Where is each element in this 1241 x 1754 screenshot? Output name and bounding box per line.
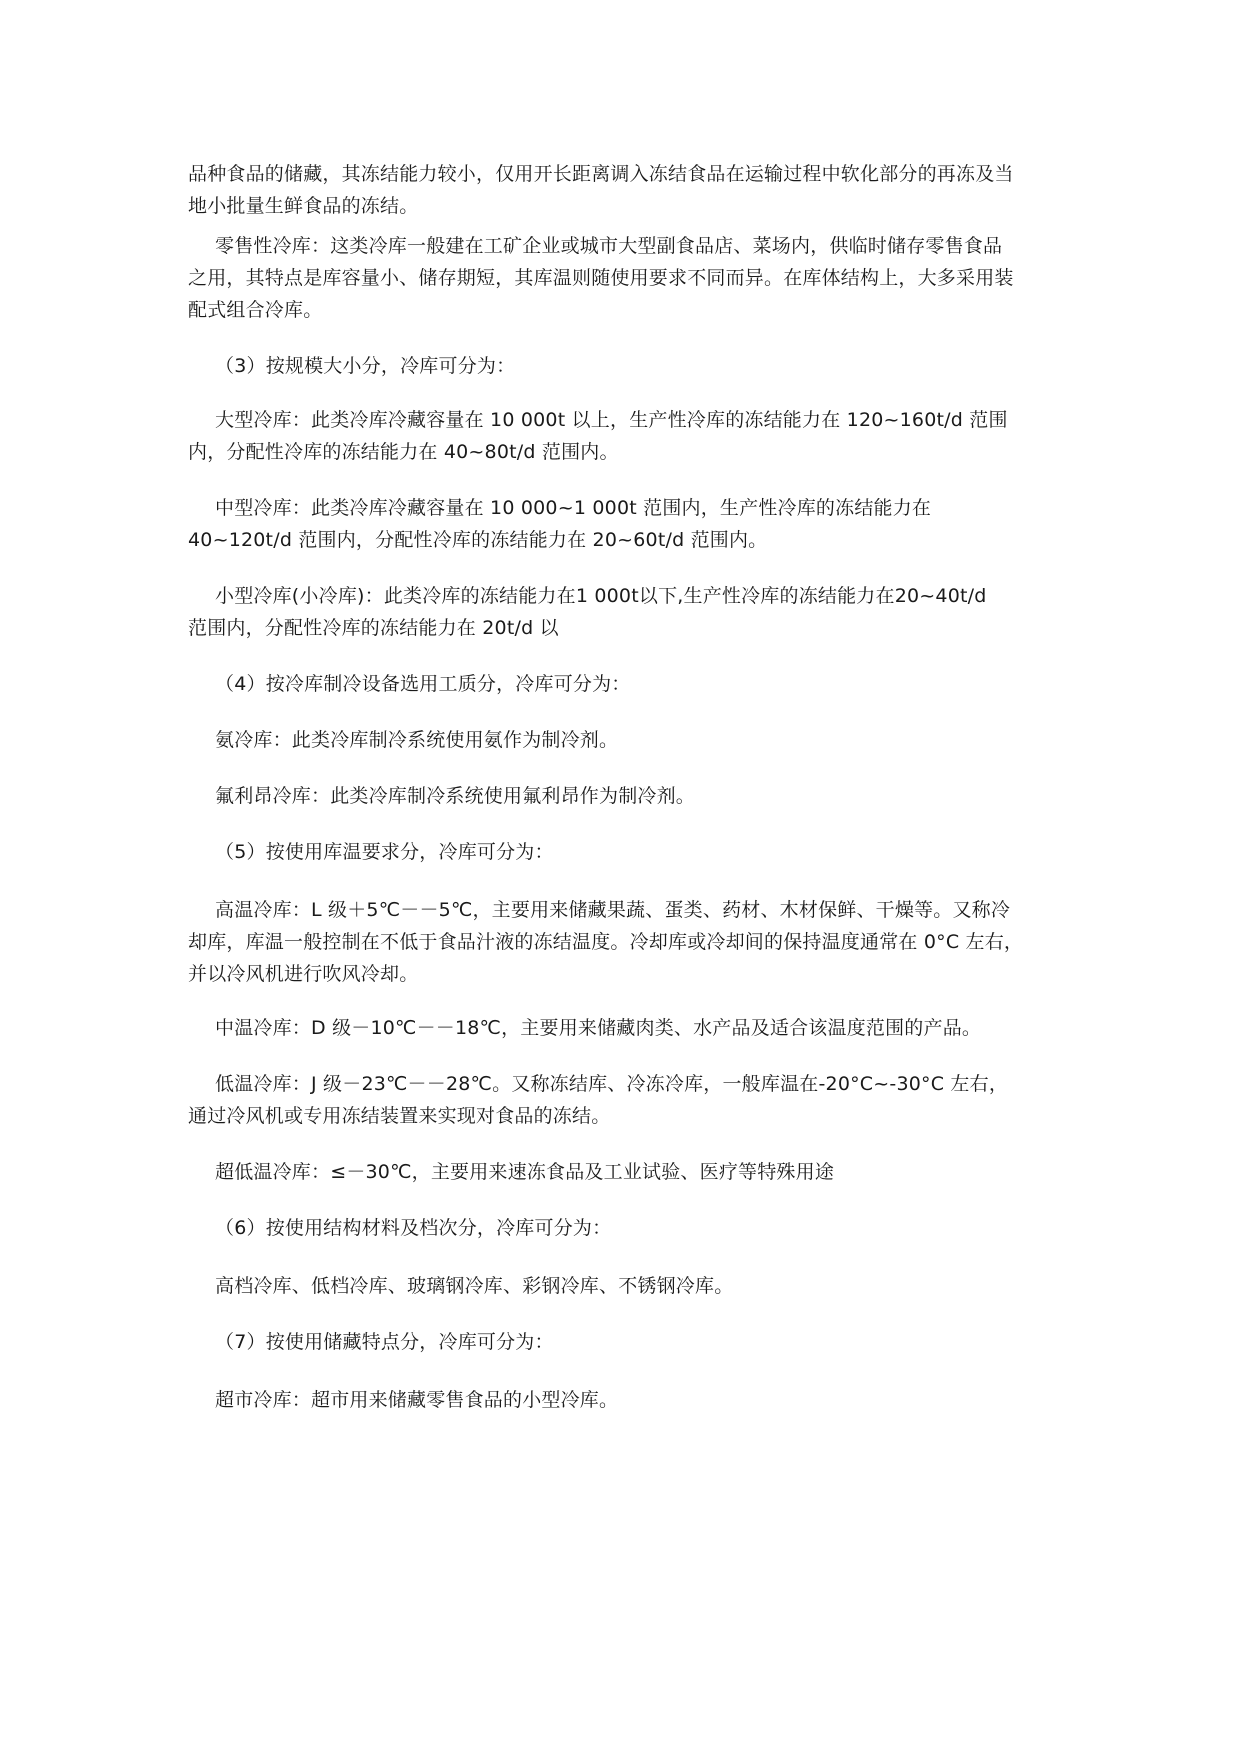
paragraph-medium-temp-cold-storage: [215, 1012, 1068, 1044]
text-line: 氨冷库：此类冷库制冷系统使用氨作为制冷剂。: [215, 729, 619, 751]
text-line: 大型冷库：此类冷库冷藏容量在 10 000t 以上，生产性冷库的冻结能力在 120~160t/d 范围: [215, 409, 1008, 431]
text-line: 并以冷风机进行吹风冷却。: [188, 963, 419, 985]
paragraph-heading-by-temperature: [215, 836, 1068, 868]
text-line: 零售性冷库：这类冷库一般建在工矿企业或城市大型副食品店、菜场内，供临时储存零售食品: [215, 235, 1003, 257]
text-line: 中型冷库：此类冷库冷藏容量在 10 000~1 000t 范围内，生产性冷库的冻结能力在: [215, 497, 932, 519]
text-line: （4）按冷库制冷设备选用工质分，冷库可分为：: [215, 673, 631, 695]
text-line: 却库，库温一般控制在不低于食品汁液的冻结温度。冷却库或冷却间的保持温度通常在 0°C 左右，: [188, 931, 1024, 953]
paragraph-material-types: [215, 1270, 1068, 1302]
text-line: （3）按规模大小分，冷库可分为：: [215, 355, 516, 377]
paragraph-freon-cold-storage: [215, 780, 1068, 812]
paragraph-high-temp-cold-storage: [188, 894, 1068, 990]
text-line: 氟利昂冷库：此类冷库制冷系统使用氟利昂作为制冷剂。: [215, 785, 696, 807]
text-line: 配式组合冷库。: [188, 299, 323, 321]
text-line: 高档冷库、低档冷库、玻璃钢冷库、彩钢冷库、不锈钢冷库。: [215, 1275, 734, 1297]
paragraph-cold-storage-intro-tail: [188, 158, 1068, 222]
text-line: 通过冷风机或专用冻结装置来实现对食品的冻结。: [188, 1105, 611, 1127]
paragraph-heading-by-scale: [215, 350, 1068, 382]
text-line: （6）按使用结构材料及档次分，冷库可分为：: [215, 1217, 612, 1239]
paragraph-heading-by-storage-feature: [215, 1326, 1068, 1358]
text-line: （7）按使用储藏特点分，冷库可分为：: [215, 1331, 554, 1353]
text-line: （5）按使用库温要求分，冷库可分为：: [215, 841, 554, 863]
paragraph-medium-cold-storage: [188, 492, 1068, 556]
paragraph-supermarket-cold-storage: [215, 1384, 1068, 1416]
paragraph-retail-cold-storage: [188, 230, 1068, 326]
paragraph-ammonia-cold-storage: [215, 724, 1068, 756]
text-line: 范围内，分配性冷库的冻结能力在 20t/d 以: [188, 617, 559, 639]
text-line: 低温冷库：J 级－23℃－－28℃。又称冻结库、冷冻冷库，一般库温在-20°C~-30°C 左右，: [215, 1073, 1009, 1095]
text-line: 内，分配性冷库的冻结能力在 40~80t/d 范围内。: [188, 441, 619, 463]
text-line: 小型冷库(小冷库)：此类冷库的冻结能力在1 000t以下,生产性冷库的冻结能力在20~40t/d: [215, 585, 987, 607]
paragraph-heading-by-material: [215, 1212, 1068, 1244]
paragraph-large-cold-storage: [188, 404, 1068, 468]
text-line: 之用，其特点是库容量小、储存期短，其库温则随使用要求不同而异。在库体结构上，大多采用装: [188, 267, 1014, 289]
text-line: 品种食品的储藏，其冻结能力较小，仅用开长距离调入冻结食品在运输过程中软化部分的再冻及当: [188, 163, 1014, 185]
paragraph-ultra-low-temp-cold-storage: [215, 1156, 1068, 1188]
text-line: 高温冷库：L 级＋5℃－－5℃，主要用来储藏果蔬、蛋类、药材、木材保鲜、干燥等。又称冷: [215, 899, 1011, 921]
paragraph-low-temp-cold-storage: [188, 1068, 1068, 1132]
text-line: 超市冷库：超市用来储藏零售食品的小型冷库。: [215, 1389, 619, 1411]
paragraph-small-cold-storage: [188, 580, 1068, 644]
text-line: 地小批量生鲜食品的冻结。: [188, 195, 419, 217]
text-line: 中温冷库：D 级－10℃－－18℃，主要用来储藏肉类、水产品及适合该温度范围的产品。: [215, 1017, 982, 1039]
paragraph-heading-by-refrigerant: [215, 668, 1068, 700]
text-line: 超低温冷库：≤－30℃，主要用来速冻食品及工业试验、医疗等特殊用途: [215, 1161, 835, 1183]
text-line: 40~120t/d 范围内，分配性冷库的冻结能力在 20~60t/d 范围内。: [188, 529, 768, 551]
